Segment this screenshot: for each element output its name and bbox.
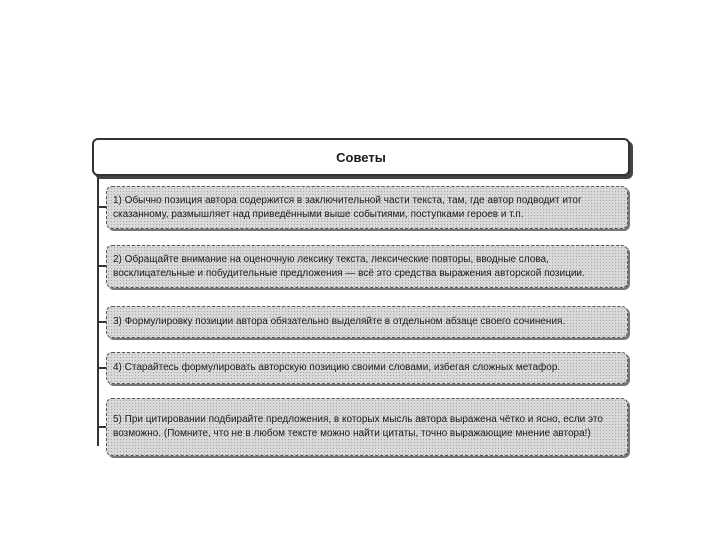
tips-title: Советы: [336, 149, 386, 165]
tip-text: 4) Старайтесь формулировать авторскую позицию своими словами, избегая сложных метафор.: [113, 362, 561, 373]
tip-box: [106, 352, 628, 384]
tip-box: [106, 245, 628, 288]
tip-text: 3) Формулировку позиции автора обязательно выделяйте в отдельном абзаце своего сочинения.: [113, 316, 566, 327]
tip-box: [106, 186, 628, 229]
tip-box: [106, 398, 628, 456]
tips-header: [92, 138, 630, 176]
tip-text: 2) Обращайте внимание на оценочную лексику текста, лексические повторы, вводные слова, восклицательные и побудительные предложения — всё это средства выражения авторской позиции.: [113, 253, 585, 279]
tip-text: 5) При цитировании подбирайте предложения, в которых мысль автора выражена чётко и ясно, если это возможно. (Помните, что не в любом тексте можно найти цитаты, точно выражающие мнение автора!): [113, 414, 603, 439]
connector-spine: [97, 176, 99, 446]
tip-box: [106, 306, 628, 338]
tip-text: 1) Обычно позиция автора содержится в заключительной части текста, там, где автор подводит итог сказанному, размышляет над приведёнными выше событиями, поступками героев и т.п.: [113, 194, 582, 220]
